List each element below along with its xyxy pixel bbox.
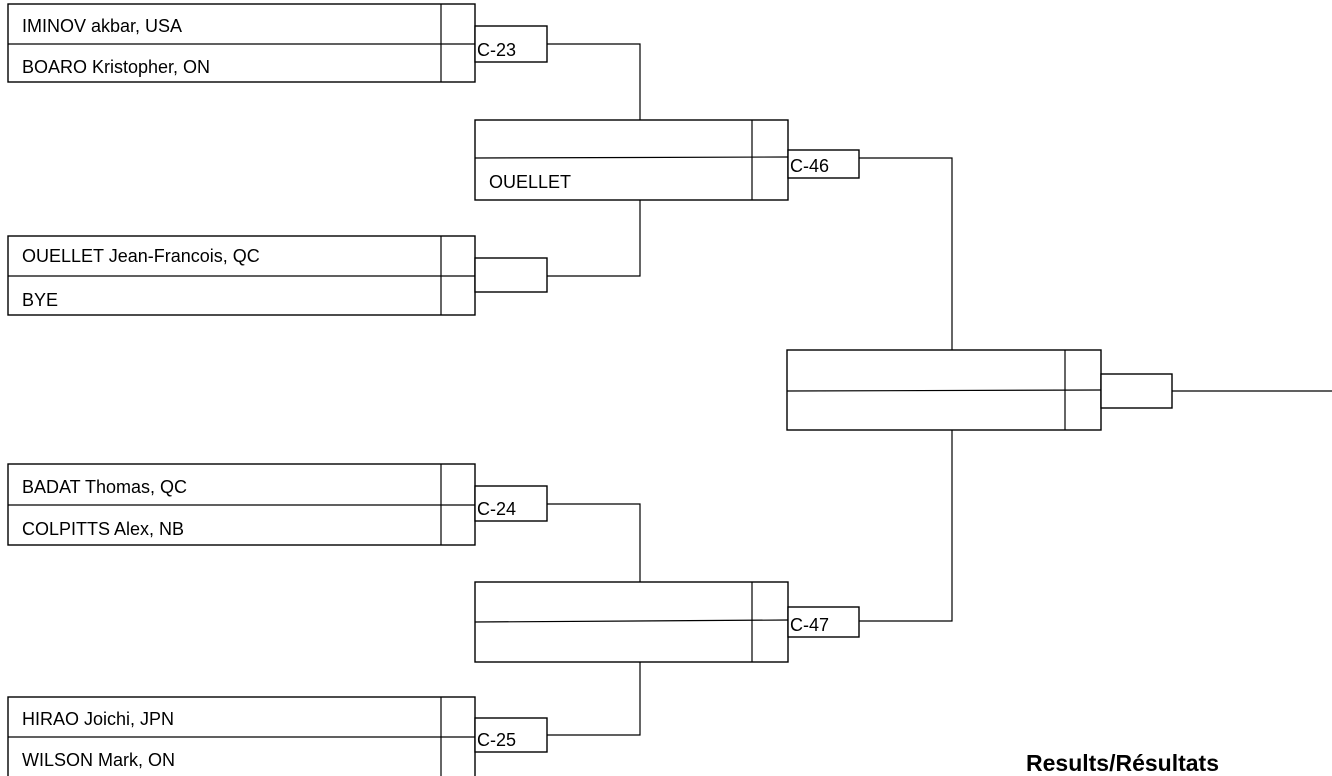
round1-match-4-top-name: HIRAO Joichi, JPN xyxy=(22,709,175,729)
round1-match-1-bottom-name: BOARO Kristopher, ON xyxy=(22,57,211,77)
connector-r1m1-to-r2m1 xyxy=(547,44,640,120)
round1-match-2-top-name: OUELLET Jean-Francois, QC xyxy=(22,246,260,266)
round1-match-1-code-label: C-23 xyxy=(477,40,517,60)
round2-match-1-bottom-name: OUELLET xyxy=(489,172,572,192)
round1-match-3-code-label: C-24 xyxy=(477,499,517,519)
connector-r1m3-to-r2m2 xyxy=(547,504,640,582)
round2-match-1-code-label: C-46 xyxy=(790,156,830,176)
round1-match-4-code-label: C-25 xyxy=(477,730,517,750)
round1-match-1-top-name: IMINOV akbar, USA xyxy=(22,16,183,36)
connector-r1m4-to-r2m2 xyxy=(547,662,640,735)
final-match-code-box xyxy=(1101,374,1172,408)
connector-r1m2-to-r2m1 xyxy=(547,200,640,276)
round2-match-2-code-label: C-47 xyxy=(790,615,830,635)
round1-match-4-bottom-name: WILSON Mark, ON xyxy=(22,750,176,770)
connector-r2m1-to-final xyxy=(859,158,952,350)
round1-match-2-code-box xyxy=(475,258,547,292)
connector-r2m2-to-final xyxy=(859,430,952,621)
round1-match-3-top-name: BADAT Thomas, QC xyxy=(22,477,188,497)
round1-match-3-bottom-name: COLPITTS Alex, NB xyxy=(22,519,185,539)
round1-match-2-bottom-name: BYE xyxy=(22,290,59,310)
results-title: Results/Résultats xyxy=(1026,750,1220,776)
